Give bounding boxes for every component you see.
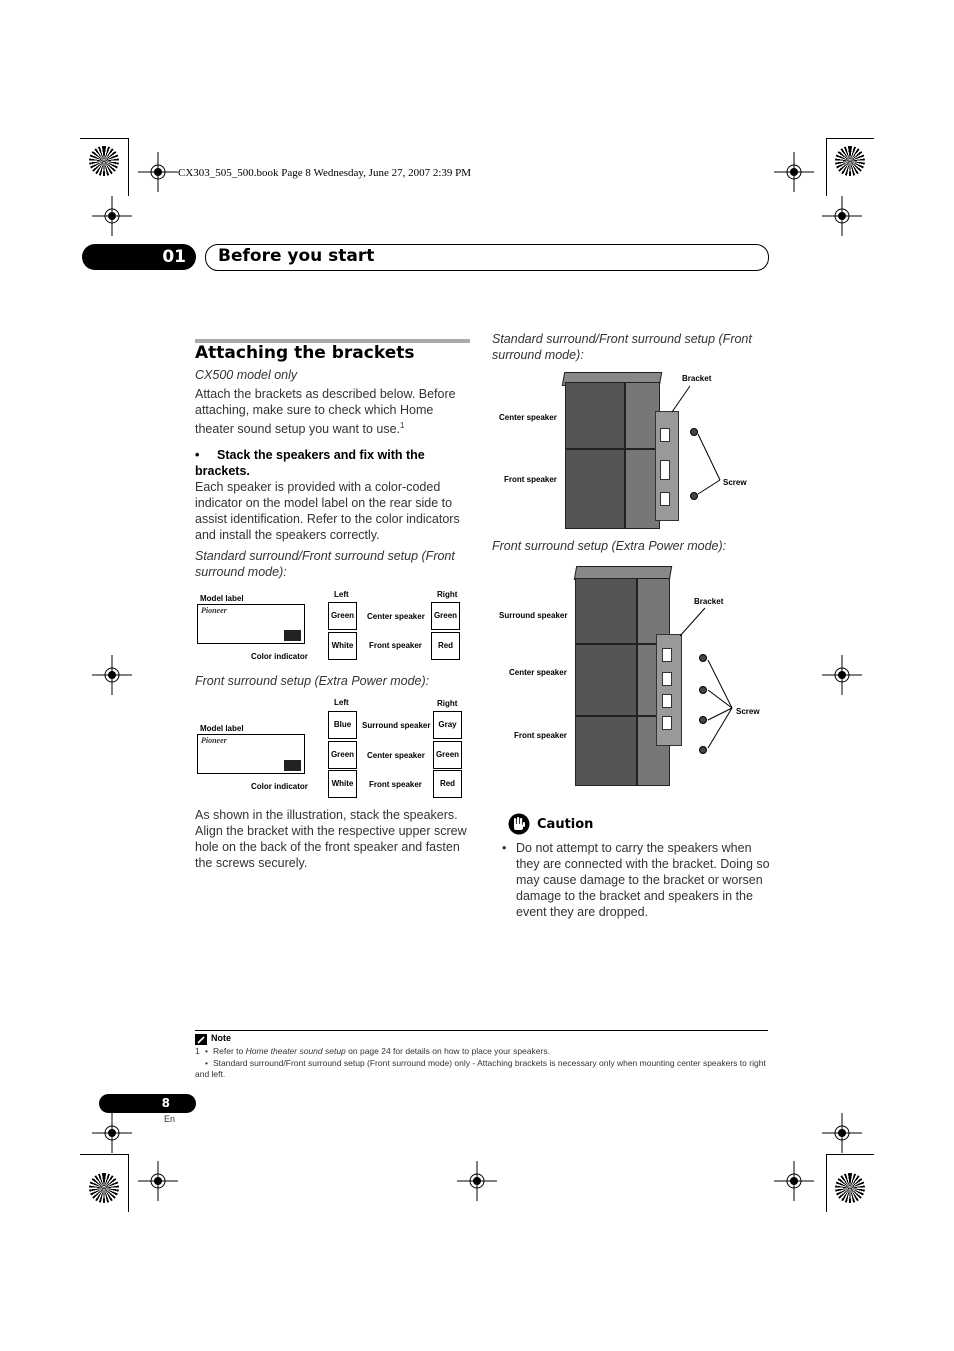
- caution-title: Caution: [537, 817, 594, 832]
- page-language: En: [164, 1114, 176, 1124]
- book-info: CX303_505_500.book Page 8 Wednesday, June 27, 2007 2:39 PM: [178, 167, 472, 179]
- registration-mark: [92, 655, 132, 695]
- speaker-name-front: Front speaker: [369, 641, 422, 650]
- caution-bullet: •: [502, 841, 507, 855]
- front-caption: Front surround setup (Extra Power mode):: [195, 674, 430, 688]
- registration-mark: [92, 196, 132, 236]
- chapter-title: Before you start: [218, 246, 375, 266]
- color-indicator-caption: Color indicator: [251, 782, 308, 791]
- starburst-mark: [835, 146, 865, 176]
- caution-text: Do not attempt to carry the speakers when they are connected with the bracket. Doing so may cause damage to the bracket or worsen damage to the bracket and speakers in the event they are dropped.: [516, 841, 770, 919]
- closing-paragraph: As shown in the illustration, stack the speakers. Align the bracket with the respective upper screw hole on the back of the front speaker and fasten the screws securely.: [195, 808, 467, 870]
- left-header: Left: [334, 590, 349, 599]
- speaker-name-center: Center speaker: [367, 612, 425, 621]
- label-bracket: Bracket: [694, 597, 724, 606]
- note-rule: [195, 1030, 768, 1031]
- page-number: 8: [99, 1094, 196, 1113]
- speaker-name-center: Center speaker: [367, 751, 425, 760]
- model-label-box: [197, 604, 305, 644]
- registration-mark: [774, 152, 814, 192]
- model-label-caption: Model label: [200, 724, 244, 733]
- starburst-mark: [835, 1173, 865, 1203]
- step-body: Each speaker is provided with a color-coded indicator on the model label on the rear side to assist identification. Refer to the color indicators and install the speakers correctly.: [195, 480, 460, 542]
- label-bracket: Bracket: [682, 374, 712, 383]
- figure1-leader-lines: [560, 370, 760, 530]
- step-title: Stack the speakers and fix with the brackets.: [195, 448, 425, 478]
- step-bullet: •: [195, 448, 200, 462]
- figure2-caption: Front surround setup (Extra Power mode):: [492, 539, 727, 553]
- label-front-speaker: Front speaker: [514, 731, 567, 740]
- left-color-front: White: [328, 632, 357, 660]
- color-indicator-caption: Color indicator: [251, 652, 308, 661]
- registration-mark: [138, 152, 178, 192]
- note-bullet: •: [205, 1058, 208, 1068]
- right-color-center: Green: [433, 741, 462, 769]
- pioneer-logo: Pioneer: [201, 606, 227, 615]
- label-surround-speaker: Surround speaker: [499, 611, 568, 620]
- label-screw: Screw: [723, 478, 747, 487]
- model-label-caption: Model label: [200, 594, 244, 603]
- right-header: Right: [437, 699, 458, 708]
- starburst-mark: [89, 146, 119, 176]
- right-header: Right: [437, 590, 458, 599]
- registration-mark: [774, 1161, 814, 1201]
- left-color-center: Green: [328, 741, 357, 769]
- chapter-number: 01: [82, 244, 196, 270]
- figure2-leader-lines: [570, 590, 760, 760]
- registration-mark: [822, 196, 862, 236]
- caution-hand-icon: [508, 813, 530, 835]
- chapter-bar: [205, 244, 769, 271]
- label-front-speaker: Front speaker: [504, 475, 557, 484]
- label-center-speaker: Center speaker: [499, 413, 557, 422]
- registration-mark: [457, 1161, 497, 1201]
- registration-mark: [822, 1113, 862, 1153]
- note-number: 1: [195, 1046, 200, 1056]
- registration-mark: [822, 655, 862, 695]
- color-indicator-swatch: [284, 630, 301, 641]
- note-pencil-icon: [195, 1034, 207, 1045]
- speaker-name-front: Front speaker: [369, 780, 422, 789]
- label-screw: Screw: [736, 707, 760, 716]
- label-center-speaker: Center speaker: [509, 668, 567, 677]
- color-indicator-swatch: [284, 760, 301, 771]
- pioneer-logo: Pioneer: [201, 736, 227, 745]
- left-color-surround: Blue: [328, 711, 357, 739]
- starburst-mark: [89, 1173, 119, 1203]
- intro-text: Attach the brackets as described below. Before attaching, make sure to check which Home theater sound setup you want to use.: [195, 387, 456, 437]
- footnote-ref: 1: [400, 421, 405, 430]
- section-title: Attaching the brackets: [195, 343, 415, 363]
- standard-caption: Standard surround/Front surround setup (Front surround mode):: [195, 549, 455, 579]
- right-color-front: Red: [433, 770, 462, 798]
- left-header: Left: [334, 698, 349, 707]
- figure1-caption: Standard surround/Front surround setup (Front surround mode):: [492, 332, 752, 362]
- note-bullet: •: [205, 1046, 208, 1056]
- note-item-2: Standard surround/Front surround setup (Front surround mode) only - Attaching brackets is necessary only when mounting center speakers to right and left.: [195, 1058, 766, 1079]
- speaker-name-surround: Surround speaker: [362, 721, 431, 730]
- left-color-center: Green: [328, 602, 357, 630]
- left-color-front: White: [328, 770, 357, 798]
- right-color-surround: Gray: [433, 711, 462, 739]
- intro-paragraph: [195, 386, 475, 437]
- note-title: Note: [211, 1033, 231, 1043]
- registration-mark: [92, 1113, 132, 1153]
- model-label-box: [197, 734, 305, 774]
- right-color-front: Red: [431, 632, 460, 660]
- model-note: CX500 model only: [195, 368, 298, 382]
- registration-mark: [138, 1161, 178, 1201]
- right-color-center: Green: [431, 602, 460, 630]
- note-item-1: Refer to Home theater sound setup on page 24 for details on how to place your speakers.: [213, 1046, 550, 1056]
